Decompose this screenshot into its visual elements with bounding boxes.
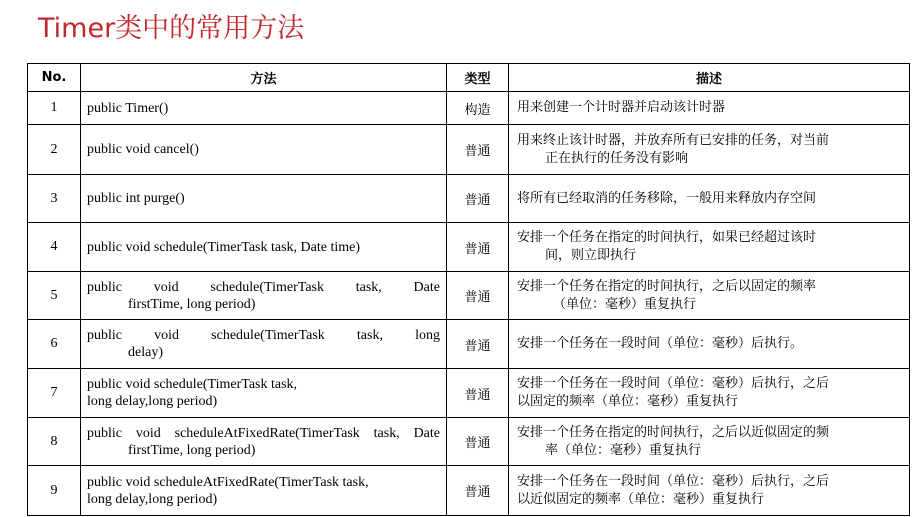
row-no: 8 <box>28 418 81 466</box>
row-method <box>81 125 447 175</box>
table-row <box>28 369 910 418</box>
desc-line: 安排一个任务在指定的时间执行，之后以固定的频率 <box>517 278 817 294</box>
method-line: public void scheduleAtFixedRate(TimerTask task, Date <box>87 425 440 441</box>
method-line: long delay,long period) <box>87 394 218 409</box>
method-line: public void cancel() <box>87 142 199 157</box>
row-no: 2 <box>28 125 81 175</box>
desc-line: 以固定的频率（单位：毫秒）重复执行 <box>517 394 739 409</box>
row-desc <box>509 125 910 175</box>
table-row <box>28 466 910 516</box>
desc-line: （单位：毫秒）重复执行 <box>553 296 697 312</box>
table-row <box>28 418 910 466</box>
table-row <box>28 272 910 320</box>
row-desc <box>509 466 910 516</box>
method-line: public void schedule(TimerTask task, <box>87 377 298 392</box>
row-method <box>81 272 447 320</box>
desc-line: 以近似固定的频率（单位：毫秒）重复执行 <box>517 491 765 507</box>
header-type: 类型 <box>447 64 509 92</box>
row-no: 7 <box>28 369 81 418</box>
row-type: 普通 <box>447 418 509 466</box>
table-header-row <box>28 64 910 92</box>
method-line: long delay,long period) <box>87 491 218 507</box>
row-desc <box>509 223 910 272</box>
row-no: 5 <box>28 272 81 320</box>
row-desc <box>509 369 910 418</box>
row-desc <box>509 92 910 125</box>
desc-line: 安排一个任务在一段时间（单位：毫秒）后执行，之后 <box>517 473 830 489</box>
row-desc <box>509 320 910 369</box>
desc-line: 间，则立即执行 <box>545 248 637 263</box>
method-line: public void scheduleAtFixedRate(TimerTask task, <box>87 474 369 490</box>
table-row <box>28 223 910 272</box>
method-line: public int purge() <box>87 191 185 206</box>
row-type: 普通 <box>447 125 509 175</box>
row-no: 4 <box>28 223 81 272</box>
row-no: 1 <box>28 92 81 125</box>
row-type: 普通 <box>447 175 509 223</box>
methods-table <box>27 63 910 516</box>
desc-line: 率（单位：毫秒）重复执行 <box>545 442 702 458</box>
row-method <box>81 175 447 223</box>
row-desc <box>509 272 910 320</box>
page-title: Timer类中的常用方法 <box>38 13 305 44</box>
method-line: delay) <box>128 345 163 360</box>
header-no: No. <box>28 64 81 92</box>
table-row <box>28 92 910 125</box>
desc-line: 安排一个任务在一段时间（单位：毫秒）后执行，之后 <box>517 376 830 391</box>
row-type: 构造 <box>447 92 509 125</box>
method-line: firstTime, long period) <box>128 296 256 312</box>
row-method <box>81 223 447 272</box>
method-line: firstTime, long period) <box>128 442 256 458</box>
method-line: public void schedule(TimerTask task, Date time) <box>87 239 360 255</box>
method-line: public void schedule(TimerTask task, Date <box>87 279 440 295</box>
desc-line: 用来终止该计时器，并放弃所有已安排的任务，对当前 <box>517 132 830 148</box>
row-desc <box>509 418 910 466</box>
row-no: 3 <box>28 175 81 223</box>
header-method: 方法 <box>81 64 447 92</box>
desc-line: 安排一个任务在指定的时间执行，如果已经超过该时 <box>517 230 817 245</box>
header-desc: 描述 <box>509 64 910 92</box>
desc-line: 安排一个任务在指定的时间执行，之后以近似固定的频 <box>517 424 830 440</box>
row-method <box>81 369 447 418</box>
row-method <box>81 92 447 125</box>
row-no: 9 <box>28 466 81 516</box>
table-row <box>28 125 910 175</box>
row-type: 普通 <box>447 320 509 369</box>
row-type: 普通 <box>447 369 509 418</box>
row-type: 普通 <box>447 223 509 272</box>
desc-line: 将所有已经取消的任务移除，一般用来释放内存空间 <box>517 190 817 206</box>
method-line: public Timer() <box>87 100 169 116</box>
table-row <box>28 320 910 369</box>
desc-line: 正在执行的任务没有影响 <box>545 150 689 166</box>
row-method <box>81 466 447 516</box>
row-method <box>81 418 447 466</box>
row-no: 6 <box>28 320 81 369</box>
row-desc <box>509 175 910 223</box>
row-method <box>81 320 447 369</box>
desc-line: 安排一个任务在一段时间（单位：毫秒）后执行。 <box>517 336 804 351</box>
method-line: public void schedule(TimerTask task, long <box>87 328 440 343</box>
desc-line: 用来创建一个计时器并启动该计时器 <box>517 100 726 115</box>
table-row <box>28 175 910 223</box>
row-type: 普通 <box>447 272 509 320</box>
row-type: 普通 <box>447 466 509 516</box>
